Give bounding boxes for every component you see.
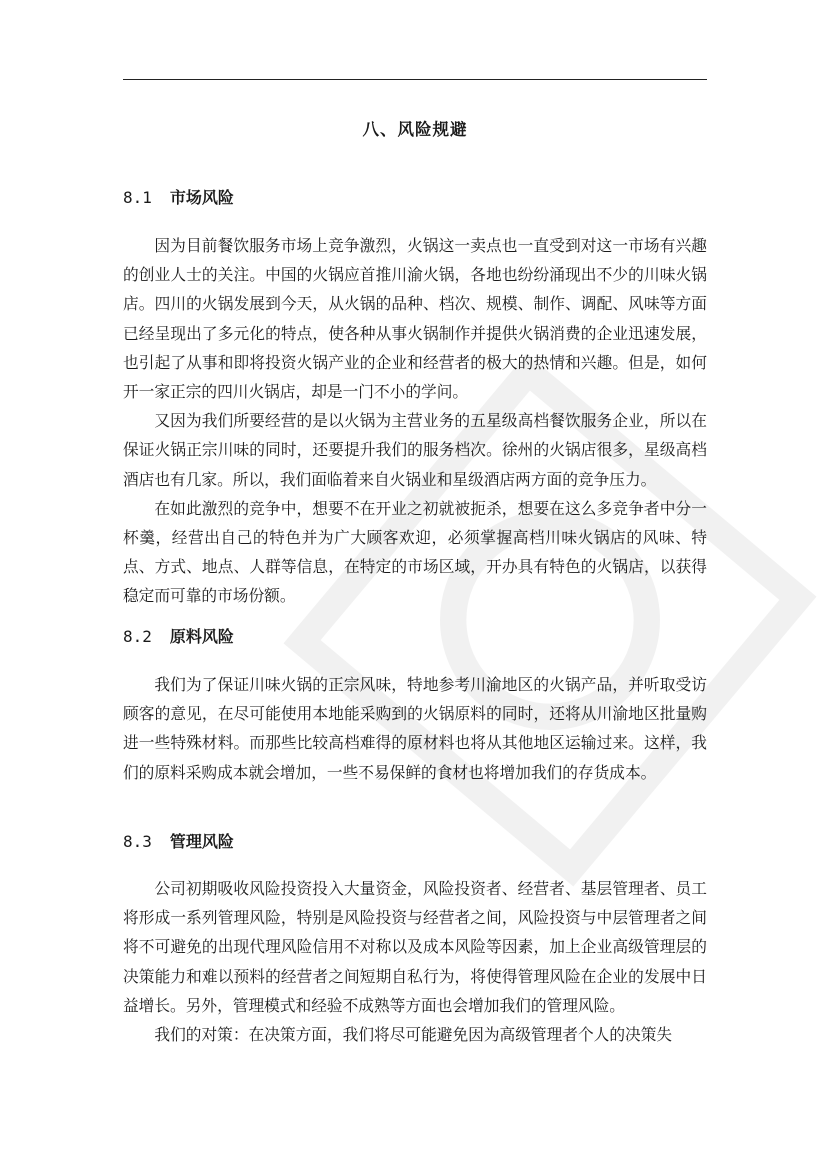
section-number: 8.3 — [123, 832, 152, 851]
section-title: 原料风险 — [169, 627, 234, 646]
paragraph: 又因为我们所要经营的是以火锅为主营业务的五星级高档餐饮服务企业，所以在保证火锅正宗川味的同时，还要提升我们的服务档次。徐州的火锅店很多，星级高档酒店也有几家。所以，我们面临着来自火锅业和星级酒店两方面的竞争压力。 — [123, 411, 707, 489]
section-heading-market-risk — [123, 185, 234, 208]
section-title: 管理风险 — [169, 832, 234, 851]
paragraph: 我们为了保证川味火锅的正宗风味，特地参考川渝地区的火锅产品，并听取受访顾客的意见，在尽可能使用本地能采购到的火锅原料的同时，还将从川渝地区批量购进一些特殊材料。而那些比较高档难得的原材料也将从其他地区运输过来。这样，我们的原料采购成本就会增加，一些不易保鲜的食材也将增加我们的存货成本。 — [123, 675, 707, 782]
paragraph: 我们的对策：在决策方面，我们将尽可能避免因为高级管理者个人的决策失 — [154, 1025, 673, 1045]
section-title: 市场风险 — [169, 188, 234, 207]
section-heading-material-risk — [123, 624, 234, 647]
section-body-market-risk — [123, 231, 707, 611]
section-body-management-risk — [123, 874, 707, 1049]
chapter-title: 八、风险规避 — [362, 120, 468, 139]
header-rule — [123, 79, 707, 80]
section-heading-management-risk — [123, 829, 234, 852]
paragraph: 因为目前餐饮服务市场上竞争激烈，火锅这一卖点也一直受到对这一市场有兴趣的创业人士的关注。中国的火锅应首推川渝火锅，各地也纷纷涌现出不少的川味火锅店。四川的火锅发展到今天，从火锅的品种、档次、规模、制作、调配、风味等方面已经呈现出了多元化的特点，使各种从事火锅制作并提供火锅消费的企业迅速发展，也引起了从事和即将投资火锅产业的企业和经营者的极大的热情和兴趣。但是，如何开一家正宗的四川火锅店，却是一门不小的学问。 — [123, 236, 707, 402]
paragraph: 公司初期吸收风险投资投入大量资金，风险投资者、经营者、基层管理者、员工将形成一系列管理风险，特别是风险投资与经营者之间，风险投资与中层管理者之间将不可避免的出现代理风险信用不对称以及成本风险等因素，加上企业高级管理层的决策能力和难以预料的经营者之间短期自私行为，将使得管理风险在企业的发展中日益增长。另外，管理模式和经验不成熟等方面也会增加我们的管理风险。 — [123, 879, 707, 1015]
paragraph: 在如此激烈的竞争中，想要不在开业之初就被扼杀，想要在这么多竞争者中分一杯羹，经营出自己的特色并为广大顾客欢迎，必须掌握高档川味火锅店的风味、特点、方式、地点、人群等信息，在特定的市场区域，开办具有特色的火锅店，以获得稳定而可靠的市场份额。 — [123, 498, 707, 606]
section-body-material-risk — [123, 670, 707, 787]
section-number: 8.1 — [123, 188, 152, 207]
section-number: 8.2 — [123, 627, 152, 646]
